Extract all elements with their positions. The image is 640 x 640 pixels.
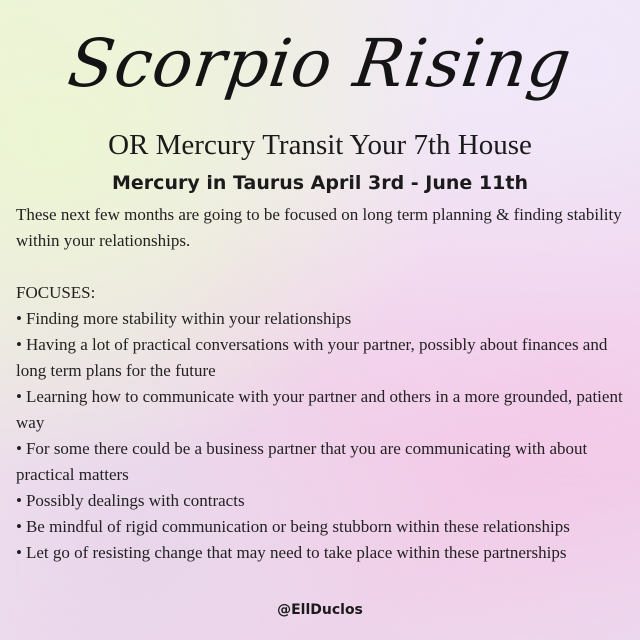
focus-item-text: Learning how to communicate with your partner and others in a more grounded, patient way — [16, 387, 623, 432]
subtitle: OR Mercury Transit Your 7th House — [108, 129, 532, 161]
bullet-icon: • — [16, 491, 22, 510]
focus-item — [16, 332, 628, 384]
focus-list — [16, 306, 628, 566]
bullet-icon: • — [16, 387, 22, 406]
transit-dates: Mercury in Taurus April 3rd - June 11th — [112, 172, 528, 194]
focus-item-text: Be mindful of rigid communication or being stubborn within these relationships — [25, 517, 570, 536]
focus-item — [16, 488, 628, 514]
focus-item-text: Possibly dealings with contracts — [25, 491, 245, 510]
intro-paragraph: These next few months are going to be focused on long term planning & finding stability within your relationships. — [16, 205, 622, 250]
focus-item — [16, 306, 628, 332]
author-handle: @EllDuclos — [277, 602, 363, 618]
focus-item-text: Having a lot of practical conversations with your partner, possibly about finances and long term plans for the future — [16, 335, 608, 380]
focuses-label: FOCUSES: — [16, 283, 96, 302]
bullet-icon: • — [16, 439, 22, 458]
focus-item — [16, 514, 628, 540]
bullet-icon: • — [16, 517, 22, 536]
focus-item — [16, 384, 628, 436]
focus-item-text: Let go of resisting change that may need to take place within these partnerships — [25, 543, 567, 562]
bullet-icon: • — [16, 335, 22, 354]
focus-item-text: Finding more stability within your relationships — [25, 309, 352, 328]
bullet-icon: • — [16, 309, 22, 328]
focus-item — [16, 436, 628, 488]
body-text — [16, 202, 628, 566]
focus-item — [16, 540, 628, 566]
focus-item-text: For some there could be a business partner that you are communicating with about practical matters — [16, 439, 588, 484]
bullet-icon: • — [16, 543, 22, 562]
script-title: Scorpio Rising — [63, 25, 577, 102]
